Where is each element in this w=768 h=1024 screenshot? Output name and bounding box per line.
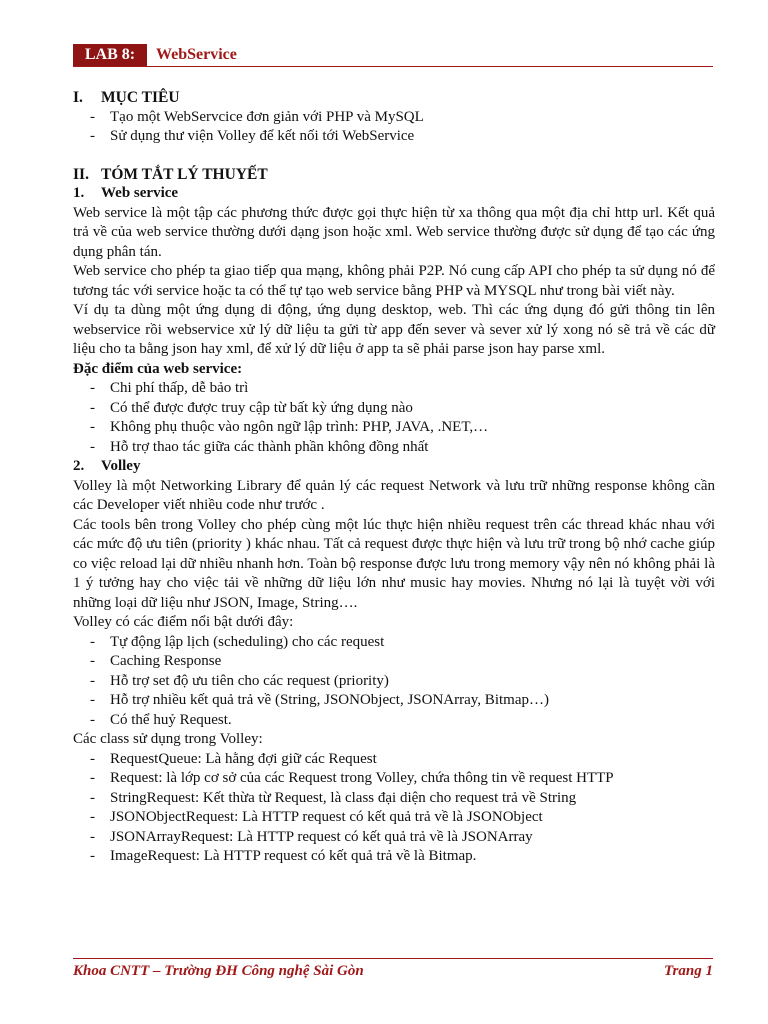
objectives-list <box>73 108 715 147</box>
paragraph: Volley là một Networking Library để quản lý các request Network và lưu trữ những response không cần các Developer viết nhiều code như trước . <box>73 477 715 513</box>
subsection-number: 1. <box>73 185 85 201</box>
section-title: TÓM TẮT LÝ THUYẾT <box>101 165 268 183</box>
section-heading-objectives <box>73 88 715 108</box>
list-item: - Không phụ thuộc vào ngôn ngữ lập trình: PHP, JAVA, .NET,… <box>73 418 715 438</box>
list-item: - Sử dụng thư viện Volley để kết nối tới WebService <box>73 127 715 147</box>
list-item: - Hỗ trợ nhiều kết quả trả về (String, JSONObject, JSONArray, Bitmap…) <box>73 691 715 711</box>
document-body <box>73 82 715 867</box>
section-number: II. <box>73 165 89 183</box>
paragraph: Web service là một tập các phương thức được gọi thực hiện từ xa thông qua một địa chỉ http url. Kết quả trả về của web service thường dưới dạng json hoặc xml. Web service thường được sử dụng để tạo các ứng dụng phân tán. <box>73 204 715 260</box>
lab-title: WebService <box>156 46 237 63</box>
list-item: - Request: là lớp cơ sở của các Request trong Volley, chứa thông tin về request HTTP <box>73 769 715 789</box>
features-heading: Đặc điểm của web service: <box>73 360 243 377</box>
subsection-title: Volley <box>101 458 141 474</box>
section-number: I. <box>73 89 83 106</box>
subsection-heading-volley <box>73 457 715 477</box>
page-number: Trang 1 <box>663 963 713 979</box>
list-item: - StringRequest: Kết thừa từ Request, là class đại diện cho request trả về String <box>73 789 715 809</box>
classes-list <box>73 750 715 867</box>
list-item: - ImageRequest: Là HTTP request có kết quả trả về là Bitmap. <box>73 847 715 867</box>
list-item: - Tạo một WebServcice đơn giản với PHP và MySQL <box>73 108 715 128</box>
list-item: - Hỗ trợ set độ ưu tiên cho các request (priority) <box>73 672 715 692</box>
paragraph: Các tools bên trong Volley cho phép cùng một lúc thực hiện nhiều request trên các thread khác nhau với các mức độ ưu tiên (priority ) khác nhau. Tất cả request được thực hiện và lưu trữ trong bộ nhớ cache giúp co việc reload lại dữ nhiều nhanh hơn. Toàn bộ response được lưu trong memory vậy nên nó không phải là 1 ý tưởng hay cho việc tải về những dữ liệu lớn như music hay movies. Nhưng nó lại là tuyệt vời với những loại dữ liệu như JSON, Image, String…. <box>73 516 715 611</box>
list-item: - JSONArrayRequest: Là HTTP request có kết quả trả về là JSONArray <box>73 828 715 848</box>
list-item: - Hỗ trợ thao tác giữa các thành phần không đồng nhất <box>73 438 715 458</box>
section-title: MỤC TIÊU <box>101 89 180 106</box>
list-item: - Tự động lập lịch (scheduling) cho các request <box>73 633 715 653</box>
subsection-heading-web-service <box>73 184 715 204</box>
footer-faculty: Khoa CNTT – Trường ĐH Công nghệ Sài Gòn <box>73 963 364 979</box>
list-item: - Chi phí thấp, dễ bảo trì <box>73 379 715 399</box>
lab-number: LAB 8: <box>73 44 147 66</box>
classes-heading: Các class sử dụng trong Volley: <box>73 731 263 747</box>
highlights-list <box>73 633 715 731</box>
section-heading-theory <box>73 165 715 185</box>
subsection-title: Web service <box>101 185 179 201</box>
highlights-heading: Volley có các điểm nổi bật dưới đây: <box>73 614 294 630</box>
list-item: - RequestQueue: Là hằng đợi giữ các Request <box>73 750 715 770</box>
list-item: - JSONObjectRequest: Là HTTP request có kết quả trả về là JSONObject <box>73 808 715 828</box>
list-item: - Có thể huỷ Request. <box>73 711 715 731</box>
page-header <box>73 44 713 67</box>
subsection-number: 2. <box>73 458 85 474</box>
paragraph: Ví dụ ta dùng một ứng dụng di động, ứng dụng desktop, web. Thì các ứng dụng đó gửi thông tin lên webservice rồi webservice xử lý dữ liệu ta gửi từ app đến sever và sever xử lý xong nó sẽ trả về các dữ liệu cho ta bằng json hay xml, để xử lý dữ liệu ở app ta sẽ phải parse json hay parse xml. <box>73 302 715 357</box>
paragraph: Web service cho phép ta giao tiếp qua mạng, không phải P2P. Nó cung cấp API cho phép ta sử dụng nó để tương tác với service hoặc ta có thể tự tạo web service bằng PHP và MYSQL như trong bài viết này. <box>73 263 715 299</box>
page-footer <box>73 958 713 980</box>
list-item: - Có thể được được truy cập từ bất kỳ ứng dụng nào <box>73 399 715 419</box>
features-list <box>73 379 715 457</box>
list-item: - Caching Response <box>73 652 715 672</box>
